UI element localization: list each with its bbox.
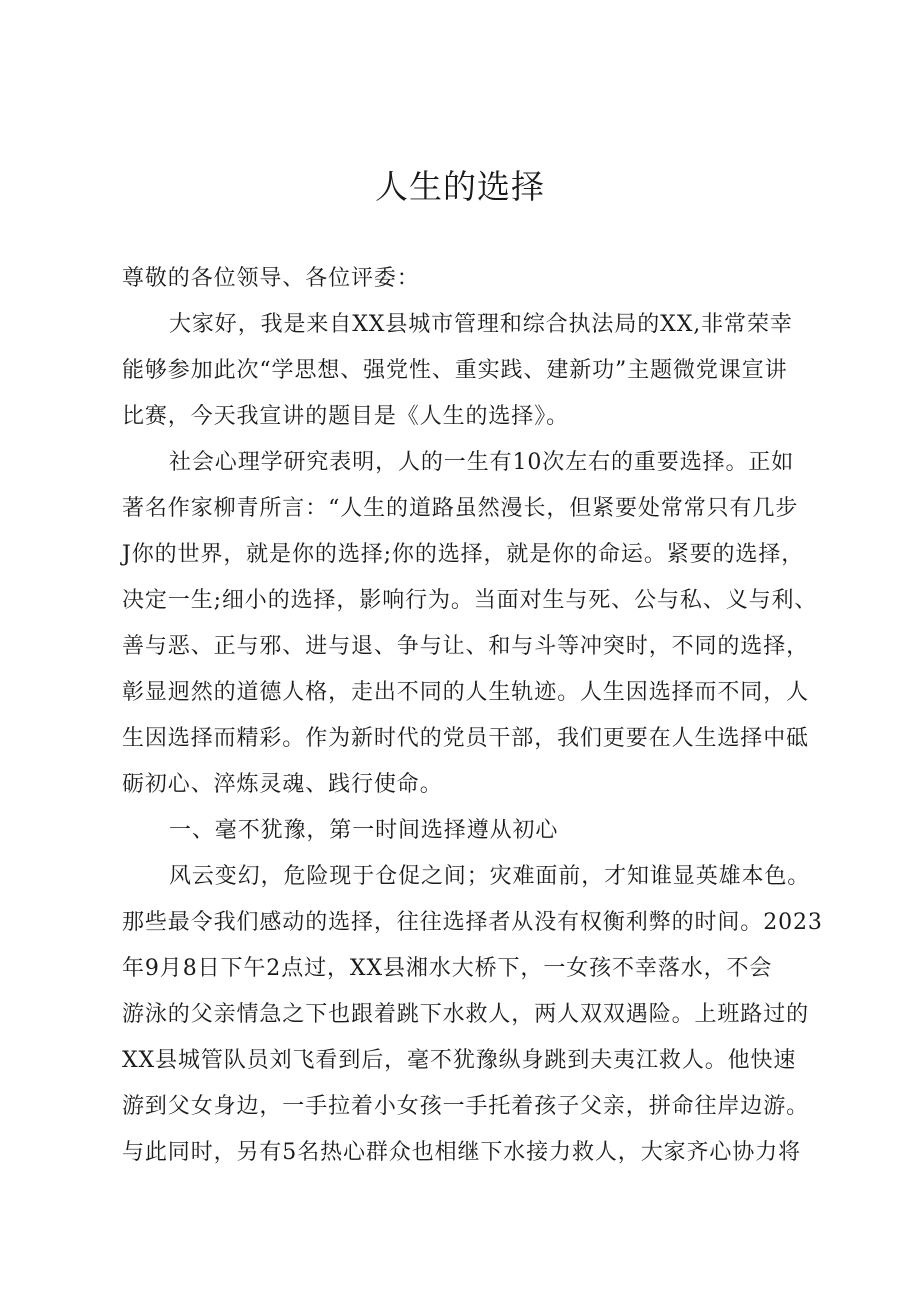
section-heading: 一、毫不犹豫，第一时间选择遵从初心	[169, 818, 559, 843]
paragraph-line: 游到父女身边，一手拉着小女孩一手托着孩子父亲，拼命往岸边游。	[122, 1094, 810, 1119]
document-title: 人生的选择	[375, 167, 545, 206]
paragraph-line: 游泳的父亲情急之下也跟着跳下水救人，两人双双遇险。上班路过的	[122, 1002, 810, 1027]
paragraph-line: 与此同时，另有5名热心群众也相继下水接力救人，大家齐心协力将	[122, 1140, 801, 1165]
paragraph-line: 著名作家柳青所言：“人生的道路虽然漫长，但紧要处常常只有几步	[122, 496, 799, 521]
paragraph-line: 社会心理学研究表明，人的一生有10次左右的重要选择。正如	[169, 450, 795, 475]
paragraph-line: 风云变幻，危险现于仓促之间；灾难面前，才知谁显英雄本色。	[169, 864, 811, 889]
paragraph-line: 年9月8日下午2点过，XX县湘水大桥下，一女孩不幸落水，不会	[122, 956, 773, 981]
paragraph-line: J你的世界，就是你的选择;你的选择，就是你的命运。紧要的选择，	[122, 542, 805, 567]
paragraph-line: 能够参加此次“学思想、强党性、重实践、建新功”主题微党课宣讲	[122, 358, 788, 383]
document-body	[122, 256, 823, 1176]
paragraph-line: 砺初心、淬炼灵魂、践行使命。	[122, 772, 443, 797]
paragraph-line: 彰显迥然的道德人格，走出不同的人生轨迹。人生因选择而不同，人	[122, 680, 810, 705]
paragraph-line: XX县城管队员刘飞看到后，毫不犹豫纵身跳到夫夷江救人。他快速	[122, 1048, 797, 1073]
paragraph-line: 生因选择而精彩。作为新时代的党员干部，我们更要在人生选择中砥	[122, 726, 810, 751]
paragraph-line: 大家好，我是来自XX县城市管理和综合执法局的XX,非常荣幸	[169, 312, 793, 337]
paragraph-line: 善与恶、正与邪、进与退、争与让、和与斗等冲突时，不同的选择，	[122, 634, 810, 659]
paragraph-line: 决定一生;细小的选择，影响行为。当面对生与死、公与私、义与利、	[122, 588, 818, 613]
salutation-line: 尊敬的各位领导、各位评委：	[122, 266, 420, 291]
paragraph-line: 比赛，今天我宣讲的题目是《人生的选择》。	[122, 404, 570, 429]
paragraph-line: 那些最令我们感动的选择，往往选择者从没有权衡利弊的时间。2023	[122, 910, 823, 935]
